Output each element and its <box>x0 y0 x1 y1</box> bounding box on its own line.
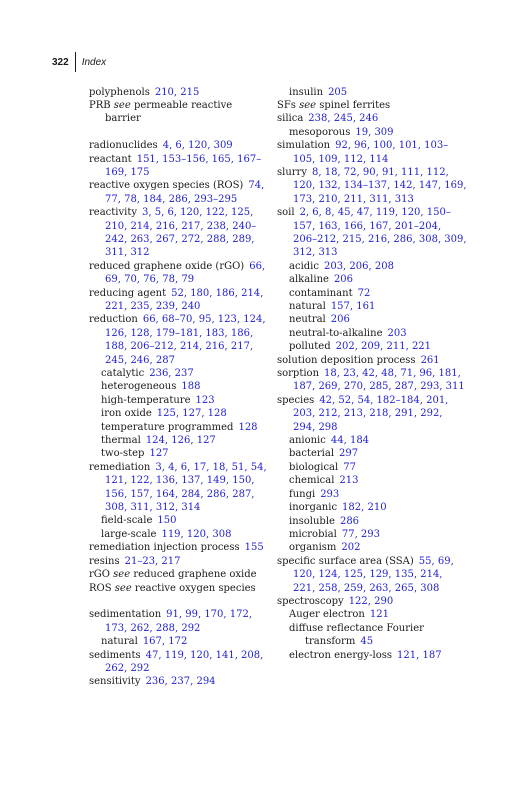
index-term: insulin <box>289 86 324 98</box>
page-locators[interactable]: 4, 6, 120, 309 <box>162 140 233 152</box>
page-locators[interactable]: 19, 309 <box>355 126 394 138</box>
index-term: electron energy-loss <box>289 649 393 661</box>
index-term: neutral <box>289 314 326 326</box>
index-term: natural <box>101 636 138 648</box>
index-term: diffuse reflectance Fourier transform <box>289 622 424 648</box>
page-locators[interactable]: 293 <box>320 488 340 500</box>
page-locators[interactable]: 203 <box>387 327 407 339</box>
page-locators[interactable]: 44, 184 <box>330 435 370 447</box>
index-term: chemical <box>289 475 335 487</box>
index-entry <box>277 139 467 166</box>
index-subentry <box>277 126 467 139</box>
page-locators[interactable]: 122, 290 <box>348 595 394 607</box>
index-term: polluted <box>289 341 331 353</box>
index-subentry <box>277 260 467 273</box>
page-locators[interactable]: 66, 69, 70, 76, 78, 79 <box>105 260 266 286</box>
index-term: specific surface area (SSA) <box>277 555 414 567</box>
index-term: PRB <box>89 99 111 111</box>
page-locators[interactable]: 21–23, 217 <box>124 555 181 567</box>
page-number: 322 <box>52 56 69 68</box>
index-subentry <box>89 394 271 407</box>
index-entry <box>89 568 271 581</box>
index-entry <box>277 206 467 260</box>
page-locators[interactable]: 151, 153–156, 165, 167–169, 175 <box>105 153 262 178</box>
index-term: reactive oxygen species (ROS) <box>89 180 244 192</box>
index-subentry <box>277 434 467 447</box>
page-locators[interactable]: 18, 23, 42, 48, 71, 96, 181, 187, 269, 270, 285, 287, 293, 311 <box>293 368 465 393</box>
page-locators[interactable]: 236, 237, 294 <box>145 676 216 688</box>
index-term: radionuclides <box>89 140 158 152</box>
page-locators[interactable]: 188 <box>181 381 201 393</box>
index-term: acidic <box>289 260 319 272</box>
see-target: reduced graphene oxide <box>133 569 257 581</box>
index-term: simulation <box>277 140 331 152</box>
index-subentry <box>277 528 467 541</box>
index-entry <box>277 367 467 394</box>
index-term: alkaline <box>289 274 329 286</box>
index-entry <box>89 541 271 554</box>
index-subentry <box>277 622 467 649</box>
index-term: temperature programmed <box>101 421 234 433</box>
index-entry <box>89 287 271 314</box>
page-locators[interactable]: 74, 77, 78, 184, 286, 293–295 <box>105 180 265 205</box>
index-subentry <box>89 528 271 541</box>
index-term: neutral-to-alkaline <box>289 327 383 339</box>
page-locators[interactable]: 150 <box>157 515 177 527</box>
running-title: Index <box>81 56 107 68</box>
index-term: soil <box>277 207 295 219</box>
index-term: high-temperature <box>101 394 191 406</box>
index-term: sorption <box>277 368 320 380</box>
index-term: organism <box>289 542 337 554</box>
page-locators[interactable]: 202 <box>341 542 361 554</box>
page-locators[interactable]: 213 <box>339 475 359 487</box>
index-term: two-step <box>101 448 145 460</box>
index-term: catalytic <box>101 368 145 380</box>
index-entry <box>89 608 271 635</box>
page-locators[interactable]: 125, 127, 128 <box>156 408 227 420</box>
index-term: SFs <box>277 99 296 111</box>
page-locators[interactable]: 77, 293 <box>341 528 381 540</box>
page-locators[interactable]: 157, 161 <box>330 301 376 312</box>
index-entry <box>89 260 271 287</box>
index-term: solution deposition process <box>277 354 416 366</box>
see-target: spinel ferrites <box>319 99 391 111</box>
index-entry <box>277 99 467 112</box>
index-subentry <box>277 287 467 300</box>
index-term: reduction <box>89 314 138 326</box>
index-subentry <box>277 515 467 528</box>
page-locators[interactable]: 261 <box>420 354 440 366</box>
index-entry <box>89 649 271 676</box>
index-subentry <box>89 380 271 393</box>
index-subentry <box>277 649 467 662</box>
index-entry <box>89 153 271 180</box>
page-locators[interactable]: 3, 5, 6, 120, 122, 125, 210, 214, 216, 217, 238, 240–242, 263, 267, 272, 288, 289, 311, 312 <box>105 207 257 259</box>
index-entry <box>89 139 271 152</box>
see-target: reactive oxygen species <box>134 582 256 594</box>
index-term: mesoporous <box>289 126 351 138</box>
index-term: insoluble <box>289 515 335 527</box>
index-entry <box>277 354 467 367</box>
header-divider <box>75 52 76 72</box>
index-term: rGO <box>89 569 110 581</box>
index-subentry <box>277 541 467 554</box>
index-entry <box>89 99 271 126</box>
page-header <box>52 52 106 72</box>
index-term: contaminant <box>289 287 353 299</box>
page-locators[interactable]: 206 <box>333 274 354 286</box>
section-gap <box>89 126 271 139</box>
index-entry <box>89 86 271 99</box>
page-locators[interactable]: 286 <box>339 515 360 527</box>
index-subentry <box>277 86 467 99</box>
index-term: spectroscopy <box>277 595 344 607</box>
index-term: silica <box>277 113 304 125</box>
index-entry <box>89 179 271 206</box>
index-subentry <box>277 488 467 501</box>
index-term: reduced graphene oxide (rGO) <box>89 260 245 272</box>
index-subentry <box>89 514 271 527</box>
index-entry <box>89 461 271 515</box>
page-locators[interactable]: 127 <box>149 448 169 460</box>
index-subentry <box>277 313 467 326</box>
page-locators[interactable]: 124, 126, 127 <box>145 435 216 447</box>
index-term: remediation <box>89 461 151 473</box>
section-gap <box>89 595 271 608</box>
index-term: natural <box>289 301 326 312</box>
index-column-right <box>277 86 467 662</box>
page-locators[interactable]: 47, 119, 120, 141, 208, 262, 292 <box>105 649 264 674</box>
page-locators[interactable]: 205 <box>328 86 348 98</box>
index-term: large-scale <box>101 528 157 540</box>
index-subentry <box>277 501 467 514</box>
page-locators[interactable]: 123 <box>195 394 215 406</box>
page-locators[interactable]: 297 <box>339 448 359 460</box>
page-locators[interactable]: 52, 180, 186, 214, 221, 235, 239, 240 <box>105 287 264 312</box>
page-locators[interactable]: 202, 209, 211, 221 <box>335 341 432 353</box>
index-subentry <box>277 447 467 460</box>
page-locators[interactable]: 2, 6, 8, 45, 47, 119, 120, 150–157, 163, 166, 167, 201–204, 206–212, 215, 216, 286, 308, 309, 312, 313 <box>293 207 467 259</box>
index-entry <box>89 675 271 688</box>
page-locators[interactable]: 42, 52, 54, 182–184, 201, 203, 212, 213, 218, 291, 292, 294, 298 <box>293 394 449 433</box>
see-target: permeable reactive barrier <box>105 99 233 125</box>
index-subentry <box>277 474 467 487</box>
index-subentry <box>89 421 271 434</box>
index-entry <box>89 206 271 260</box>
index-term: Auger electron <box>289 609 365 621</box>
page-locators[interactable]: 3, 4, 6, 17, 18, 51, 54, 121, 122, 136, 137, 149, 150, 156, 157, 164, 284, 286, 287, 308, 311, 312, 314 <box>105 461 267 514</box>
page-locators[interactable]: 128 <box>238 421 258 433</box>
index-term: slurry <box>277 166 307 178</box>
index-term: anionic <box>289 435 326 447</box>
index-term: heterogeneous <box>101 381 177 393</box>
page-locators[interactable]: 77 <box>343 461 356 473</box>
index-subentry <box>277 461 467 474</box>
page-locators[interactable]: 236, 237 <box>149 368 194 380</box>
page-locators[interactable]: 45 <box>360 636 374 648</box>
index-entry <box>277 394 467 434</box>
page-locators[interactable]: 55, 69, 120, 124, 125, 129, 135, 214, 221, 258, 259, 263, 265, 308 <box>293 555 454 594</box>
page-locators[interactable]: 203, 206, 208 <box>323 260 394 272</box>
index-entry <box>89 313 271 367</box>
index-term: biological <box>289 461 339 473</box>
index-column-left <box>89 86 271 689</box>
index-term: sensitivity <box>89 676 141 688</box>
index-term: inorganic <box>289 502 338 514</box>
index-subentry <box>277 273 467 286</box>
index-term: microbial <box>289 528 337 540</box>
page-locators[interactable]: 182, 210 <box>342 502 387 514</box>
index-subentry <box>89 635 271 648</box>
index-subentry <box>89 407 271 420</box>
page-locators[interactable]: 238, 245, 246 <box>308 113 379 125</box>
index-term: reactivity <box>89 207 137 219</box>
index-subentry <box>277 327 467 340</box>
index-term: reducing agent <box>89 287 167 299</box>
page-locators[interactable]: 8, 18, 72, 90, 91, 111, 112, 120, 132, 134–137, 142, 147, 169, 173, 210, 211, 311, 313 <box>293 166 467 205</box>
page-locators[interactable]: 72 <box>357 287 371 299</box>
index-entry <box>277 555 467 595</box>
index-entry <box>277 166 467 206</box>
index-subentry <box>89 447 271 460</box>
index-subentry <box>89 434 271 447</box>
index-term: polyphenols <box>89 86 150 98</box>
page-locators[interactable]: 210, 215 <box>154 86 200 98</box>
index-subentry <box>89 367 271 380</box>
index-term: bacterial <box>289 448 335 460</box>
index-entry <box>277 112 467 125</box>
page-locators[interactable]: 206 <box>330 314 350 326</box>
see-reference: see <box>113 569 131 581</box>
page-locators[interactable]: 121, 187 <box>397 649 442 661</box>
see-reference: see <box>113 99 131 111</box>
index-subentry <box>277 300 467 313</box>
page-locators[interactable]: 91, 99, 170, 172, 173, 262, 288, 292 <box>105 609 253 634</box>
index-term: resins <box>89 555 120 567</box>
page-locators[interactable]: 119, 120, 308 <box>161 528 232 540</box>
see-reference: see <box>114 582 132 594</box>
page-locators[interactable]: 92, 96, 100, 101, 103–105, 109, 112, 114 <box>293 140 449 165</box>
index-term: field-scale <box>101 515 153 527</box>
index-term: iron oxide <box>101 408 152 420</box>
index-entry <box>277 595 467 608</box>
index-term: species <box>277 394 315 406</box>
index-term: fungi <box>289 488 316 500</box>
index-term: ROS <box>89 582 112 594</box>
index-entry <box>89 582 271 595</box>
index-term: remediation injection process <box>89 542 240 554</box>
page-locators[interactable]: 167, 172 <box>142 636 188 648</box>
index-subentry <box>277 340 467 353</box>
index-subentry <box>277 608 467 621</box>
see-reference: see <box>299 99 317 111</box>
index-term: sediments <box>89 649 141 661</box>
index-entry <box>89 555 271 568</box>
index-term: reactant <box>89 153 132 165</box>
index-term: sedimentation <box>89 609 162 621</box>
page-locators[interactable]: 66, 68–70, 95, 123, 124, 126, 128, 179–181, 183, 186, 188, 206–212, 214, 216, 217, 245, 246, 287 <box>105 314 266 366</box>
page-locators[interactable]: 121 <box>369 609 389 621</box>
page-locators[interactable]: 155 <box>244 542 264 554</box>
index-term: thermal <box>101 435 141 447</box>
